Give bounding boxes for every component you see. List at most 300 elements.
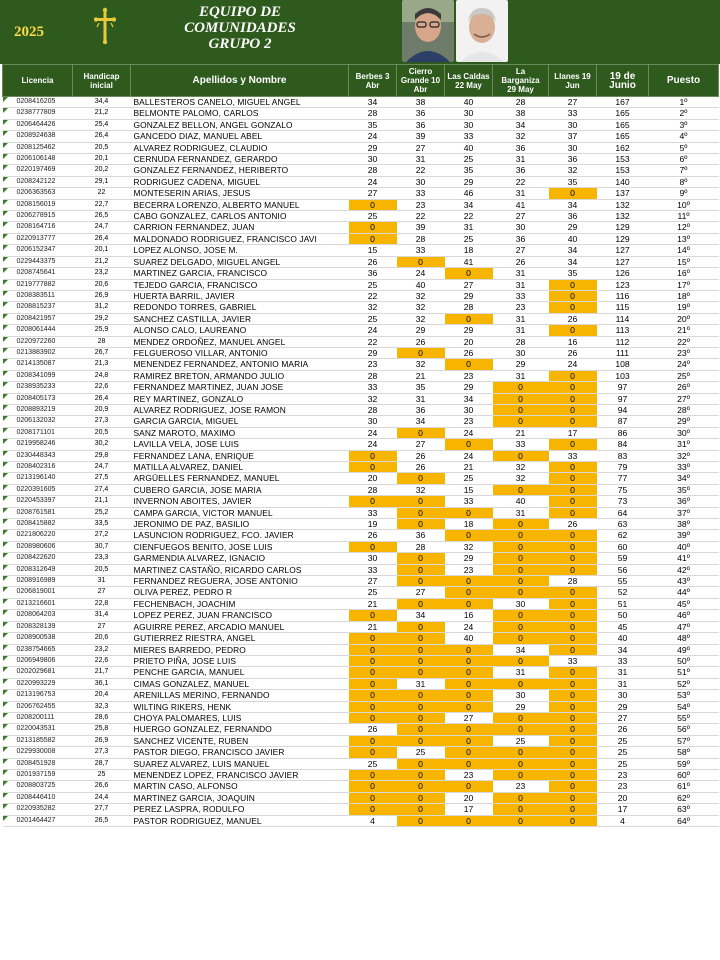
table-row [3,450,719,461]
score-caldas-cell: 24 [445,621,493,632]
player-name-cell: RAMIREZ BRETON, ARMANDO JULIO [131,370,349,381]
score-caldas-cell: 0 [445,644,493,655]
player-name-cell: WILTING RIKERS, HENK [131,701,349,712]
player-name-cell: REY MARTINEZ, GONZALO [131,393,349,404]
total-cell: 17 [597,804,649,815]
total-cell: 4 [597,815,649,826]
score-cierro-cell: 22 [397,165,445,176]
position-cell: 28º [649,404,719,415]
position-cell: 43º [649,576,719,587]
score-caldas-cell: 23 [445,564,493,575]
score-barganiza-cell: 36 [493,165,549,176]
title-line-2: COMUNIDADES [184,20,296,36]
table-row [3,587,719,598]
score-llanes-cell: 34 [549,245,597,256]
table-row [3,359,719,370]
score-llanes-cell: 26 [549,519,597,530]
score-berbes-cell: 0 [349,655,397,666]
handicap-cell: 26,4 [73,393,131,404]
score-caldas-cell: 0 [445,735,493,746]
table-row [3,553,719,564]
score-caldas-cell: 29 [445,382,493,393]
player-name-cell: PRIETO PIÑA, JOSE LUIS [131,655,349,666]
player-name-cell: FERNANDEZ MARTINEZ, JUAN JOSE [131,382,349,393]
table-row [3,769,719,780]
score-cierro-cell: 0 [397,644,445,655]
score-barganiza-cell: 0 [493,541,549,552]
header-banner [0,0,720,64]
score-berbes-cell: 0 [349,462,397,473]
total-cell: 20 [597,792,649,803]
licence-cell: 0206949806 [3,655,73,666]
score-llanes-cell: 34 [549,199,597,210]
table-row [3,199,719,210]
handicap-cell: 26,5 [73,815,131,826]
score-llanes-cell: 0 [549,747,597,758]
position-cell: 45º [649,598,719,609]
score-caldas-cell: 40 [445,633,493,644]
score-berbes-cell: 25 [349,211,397,222]
table-row [3,541,719,552]
handicap-cell: 32,3 [73,701,131,712]
score-cierro-cell: 0 [397,564,445,575]
licence-cell: 0208916989 [3,576,73,587]
player-name-cell: JERONIMO DE PAZ, BASILIO [131,519,349,530]
position-cell: 29º [649,416,719,427]
score-llanes-cell: 0 [549,690,597,701]
score-berbes-cell: 15 [349,245,397,256]
score-llanes-cell: 0 [549,598,597,609]
score-barganiza-cell: 29 [493,359,549,370]
licence-cell: 0201937159 [3,769,73,780]
score-cierro-cell: 40 [397,279,445,290]
score-llanes-cell: 0 [549,541,597,552]
position-cell: 5º [649,142,719,153]
licence-cell: 0208328139 [3,621,73,632]
score-barganiza-cell: 32 [493,462,549,473]
score-berbes-cell: 27 [349,188,397,199]
table-row [3,222,719,233]
table-row [3,735,719,746]
col-header-berbes: Berbes 3 Abr [349,65,397,97]
player-name-cell: GARMENDIA ALVAREZ, IGNACIO [131,553,349,564]
score-barganiza-cell: 30 [493,222,549,233]
position-cell: 12º [649,222,719,233]
licence-cell: 0208312649 [3,564,73,575]
score-cierro-cell: 0 [397,519,445,530]
score-caldas-cell: 15 [445,484,493,495]
position-cell: 19º [649,302,719,313]
score-caldas-cell: 18 [445,245,493,256]
table-row [3,439,719,450]
handicap-cell: 20,6 [73,633,131,644]
score-llanes-cell: 0 [549,496,597,507]
position-cell: 53º [649,690,719,701]
score-berbes-cell: 0 [349,792,397,803]
score-cierro-cell: 24 [397,268,445,279]
score-llanes-cell: 0 [549,370,597,381]
score-berbes-cell: 33 [349,382,397,393]
total-cell: 59 [597,553,649,564]
handicap-cell: 22,7 [73,199,131,210]
table-row [3,712,719,723]
licence-cell: 0206152347 [3,245,73,256]
victory-cross-icon [94,7,116,45]
player-name-cell: PENCHE GARCIA, MANUEL [131,667,349,678]
score-llanes-cell: 0 [549,279,597,290]
table-row [3,188,719,199]
score-berbes-cell: 33 [349,564,397,575]
handicap-cell: 27,7 [73,804,131,815]
handicap-cell: 20,2 [73,165,131,176]
table-row [3,633,719,644]
handicap-cell: 23,2 [73,644,131,655]
score-barganiza-cell: 34 [493,644,549,655]
score-caldas-cell: 0 [445,268,493,279]
score-caldas-cell: 30 [445,119,493,130]
score-caldas-cell: 18 [445,519,493,530]
licence-cell: 0208803725 [3,781,73,792]
handicap-cell: 20,1 [73,245,131,256]
position-cell: 14º [649,245,719,256]
score-berbes-cell: 0 [349,644,397,655]
score-barganiza-cell: 27 [493,245,549,256]
position-cell: 27º [649,393,719,404]
player-name-cell: CUBERO GARCIA, JOSE MARIA [131,484,349,495]
standings-table [2,64,719,827]
score-cierro-cell: 0 [397,347,445,358]
score-cierro-cell: 31 [397,678,445,689]
score-llanes-cell: 0 [549,507,597,518]
player-name-cell: OLIVA PEREZ, PEDRO R [131,587,349,598]
score-caldas-cell: 0 [445,667,493,678]
score-barganiza-cell: 23 [493,302,549,313]
handicap-cell: 31 [73,576,131,587]
score-caldas-cell: 33 [445,131,493,142]
table-row [3,336,719,347]
licence-cell: 0208893219 [3,404,73,415]
score-barganiza-cell: 0 [493,564,549,575]
score-barganiza-cell: 31 [493,507,549,518]
handicap-cell: 20,1 [73,154,131,165]
licence-cell: 0213196140 [3,473,73,484]
score-caldas-cell: 0 [445,724,493,735]
handicap-cell: 36,1 [73,678,131,689]
position-cell: 15º [649,256,719,267]
score-berbes-cell: 34 [349,97,397,108]
score-llanes-cell: 0 [549,804,597,815]
score-cierro-cell: 29 [397,325,445,336]
score-barganiza-cell: 0 [493,553,549,564]
table-row [3,747,719,758]
position-cell: 47º [649,621,719,632]
table-row [3,690,719,701]
score-llanes-cell: 0 [549,678,597,689]
player-name-cell: FECHENBACH, JOACHIM [131,598,349,609]
licence-cell: 0229443375 [3,256,73,267]
table-row [3,279,719,290]
table-row [3,530,719,541]
score-caldas-cell: 0 [445,598,493,609]
position-cell: 38º [649,519,719,530]
handicap-cell: 21,7 [73,667,131,678]
total-cell: 84 [597,439,649,450]
total-cell: 127 [597,256,649,267]
table-row [3,610,719,621]
position-cell: 34º [649,473,719,484]
score-llanes-cell: 0 [549,302,597,313]
score-cierro-cell: 28 [397,541,445,552]
score-caldas-cell: 0 [445,781,493,792]
score-caldas-cell: 35 [445,165,493,176]
licence-cell: 0208815237 [3,302,73,313]
score-cierro-cell: 21 [397,370,445,381]
handicap-cell: 21,2 [73,108,131,119]
total-cell: 73 [597,496,649,507]
year-label: 2025 [14,24,44,40]
player-name-cell: MARTIN CASO, ALFONSO [131,781,349,792]
position-cell: 6º [649,154,719,165]
position-cell: 33º [649,462,719,473]
score-berbes-cell: 0 [349,541,397,552]
score-caldas-cell: 29 [445,325,493,336]
score-barganiza-cell: 36 [493,142,549,153]
score-cierro-cell: 26 [397,450,445,461]
total-cell: 25 [597,735,649,746]
player-name-cell: MENENDEZ FERNANDEZ, ANTONIO MARIA [131,359,349,370]
score-barganiza-cell: 0 [493,587,549,598]
handicap-cell: 23,3 [73,553,131,564]
table-row [3,347,719,358]
score-llanes-cell: 0 [549,416,597,427]
position-cell: 30º [649,427,719,438]
score-llanes-cell: 24 [549,359,597,370]
score-barganiza-cell: 22 [493,176,549,187]
player-name-cell: REDONDO TORRES, GABRIEL [131,302,349,313]
player-name-cell: CIMAS GONZALEZ, MANUEL [131,678,349,689]
player-name-cell: LAVILLA VELA, JOSE LUIS [131,439,349,450]
score-barganiza-cell: 31 [493,268,549,279]
score-barganiza-cell: 0 [493,633,549,644]
total-cell: 60 [597,541,649,552]
score-llanes-cell: 0 [549,404,597,415]
licence-cell: 0220993229 [3,678,73,689]
score-berbes-cell: 30 [349,553,397,564]
score-berbes-cell: 27 [349,576,397,587]
score-barganiza-cell: 0 [493,610,549,621]
player-name-cell: ARENILLAS MERINO, FERNANDO [131,690,349,701]
total-cell: 77 [597,473,649,484]
player-name-cell: LOPEZ ALONSO, JOSE M. [131,245,349,256]
score-cierro-cell: 0 [397,701,445,712]
score-llanes-cell: 32 [549,165,597,176]
score-llanes-cell: 26 [549,313,597,324]
handicap-cell: 27,3 [73,416,131,427]
score-berbes-cell: 24 [349,176,397,187]
player-name-cell: FERNANDEZ REGUERA, JOSE ANTONIO [131,576,349,587]
licence-cell: 0208341099 [3,370,73,381]
table-row [3,313,719,324]
position-cell: 52º [649,678,719,689]
score-llanes-cell: 0 [549,701,597,712]
score-cierro-cell: 27 [397,142,445,153]
score-berbes-cell: 23 [349,359,397,370]
score-caldas-cell: 0 [445,758,493,769]
handicap-cell: 26,9 [73,735,131,746]
handicap-cell: 29,2 [73,313,131,324]
player-name-cell: MALDONADO RODRIGUEZ, FRANCISCO JAVI [131,233,349,244]
licence-cell: 0238935233 [3,382,73,393]
score-llanes-cell: 0 [549,290,597,301]
score-llanes-cell: 0 [549,439,597,450]
score-cierro-cell: 0 [397,724,445,735]
player-name-cell: RODRIGUEZ CADENA, MIGUEL [131,176,349,187]
total-cell: 83 [597,450,649,461]
score-barganiza-cell: 31 [493,188,549,199]
player-name-cell: MIERES BARREDO, PEDRO [131,644,349,655]
score-caldas-cell: 16 [445,610,493,621]
handicap-cell: 28,7 [73,758,131,769]
licence-cell: 0208421957 [3,313,73,324]
handicap-cell: 30,2 [73,439,131,450]
handicap-cell: 25,4 [73,119,131,130]
licence-cell: 0208900538 [3,633,73,644]
licence-cell: 0206132032 [3,416,73,427]
score-caldas-cell: 31 [445,222,493,233]
position-cell: 40º [649,541,719,552]
score-caldas-cell: 22 [445,211,493,222]
score-berbes-cell: 26 [349,530,397,541]
score-berbes-cell: 29 [349,347,397,358]
total-cell: 127 [597,245,649,256]
captain-photo-1 [402,0,454,62]
score-barganiza-cell: 31 [493,667,549,678]
total-cell: 94 [597,404,649,415]
score-barganiza-cell: 32 [493,473,549,484]
score-llanes-cell: 0 [549,473,597,484]
score-berbes-cell: 28 [349,165,397,176]
score-llanes-cell: 0 [549,393,597,404]
score-cierro-cell: 32 [397,313,445,324]
score-barganiza-cell: 27 [493,211,549,222]
handicap-cell: 25 [73,769,131,780]
handicap-cell: 27,3 [73,747,131,758]
position-cell: 41º [649,553,719,564]
player-name-cell: SANCHEZ VICENTE, RUBEN [131,735,349,746]
total-cell: 108 [597,359,649,370]
score-berbes-cell: 28 [349,484,397,495]
score-berbes-cell: 33 [349,507,397,518]
position-cell: 11º [649,211,719,222]
handicap-cell: 20,9 [73,404,131,415]
total-cell: 111 [597,347,649,358]
handicap-cell: 27,4 [73,484,131,495]
total-cell: 52 [597,587,649,598]
licence-cell: 0208171101 [3,427,73,438]
score-llanes-cell: 0 [549,633,597,644]
score-cierro-cell: 22 [397,211,445,222]
score-caldas-cell: 25 [445,154,493,165]
score-cierro-cell: 0 [397,576,445,587]
score-cierro-cell: 0 [397,496,445,507]
table-row [3,576,719,587]
handicap-cell: 20,5 [73,427,131,438]
handicap-cell: 27,5 [73,473,131,484]
score-berbes-cell: 0 [349,633,397,644]
handicap-cell: 22,6 [73,382,131,393]
score-caldas-cell: 21 [445,462,493,473]
score-barganiza-cell: 0 [493,804,549,815]
table-row [3,256,719,267]
player-name-cell: BECERRA LORENZO, ALBERTO MANUEL [131,199,349,210]
score-llanes-cell: 33 [549,655,597,666]
score-cierro-cell: 0 [397,473,445,484]
total-cell: 167 [597,97,649,108]
score-berbes-cell: 24 [349,439,397,450]
handicap-cell: 26,7 [73,347,131,358]
score-barganiza-cell: 32 [493,131,549,142]
total-cell: 114 [597,313,649,324]
score-llanes-cell: 30 [549,142,597,153]
score-cierro-cell: 31 [397,393,445,404]
col-header-licencia: Licencia [3,65,73,97]
total-cell: 33 [597,655,649,666]
score-llanes-cell: 36 [549,154,597,165]
score-barganiza-cell: 31 [493,325,549,336]
captain-photo-2 [456,0,508,62]
score-caldas-cell: 33 [445,496,493,507]
player-name-cell: GANCEDO DIAZ, MANUEL ABEL [131,131,349,142]
licence-cell: 0202029681 [3,667,73,678]
col-header-caldas: Las Caldas 22 May [445,65,493,97]
score-caldas-cell: 34 [445,199,493,210]
table-row [3,484,719,495]
position-cell: 61º [649,781,719,792]
position-cell: 57º [649,735,719,746]
handicap-cell: 23,2 [73,268,131,279]
score-barganiza-cell: 0 [493,484,549,495]
score-caldas-cell: 20 [445,792,493,803]
licence-cell: 0208125462 [3,142,73,153]
licence-cell: 0220935282 [3,804,73,815]
table-row [3,290,719,301]
total-cell: 27 [597,712,649,723]
score-berbes-cell: 28 [349,370,397,381]
score-caldas-cell: 29 [445,176,493,187]
licence-cell: 0206106148 [3,154,73,165]
title-line-3: GRUPO 2 [208,36,272,52]
score-caldas-cell: 23 [445,416,493,427]
position-cell: 55º [649,712,719,723]
score-berbes-cell: 0 [349,678,397,689]
total-cell: 165 [597,119,649,130]
handicap-cell: 24,7 [73,222,131,233]
player-name-cell: BALLESTEROS CANELO, MIGUEL ANGEL [131,97,349,108]
score-llanes-cell: 33 [549,108,597,119]
player-name-cell: CERNUDA FERNANDEZ, GERARDO [131,154,349,165]
score-caldas-cell: 40 [445,142,493,153]
table-row [3,804,719,815]
total-cell: 23 [597,781,649,792]
total-cell: 129 [597,222,649,233]
player-name-cell: CHOYA PALOMARES, LUIS [131,712,349,723]
player-name-cell: CABO GONZALEZ, CARLOS ANTONIO [131,211,349,222]
player-name-cell: MENDEZ ORDOÑEZ, MANUEL ANGEL [131,336,349,347]
score-cierro-cell: 27 [397,587,445,598]
position-cell: 1º [649,97,719,108]
score-llanes-cell: 0 [549,712,597,723]
score-llanes-cell: 40 [549,233,597,244]
